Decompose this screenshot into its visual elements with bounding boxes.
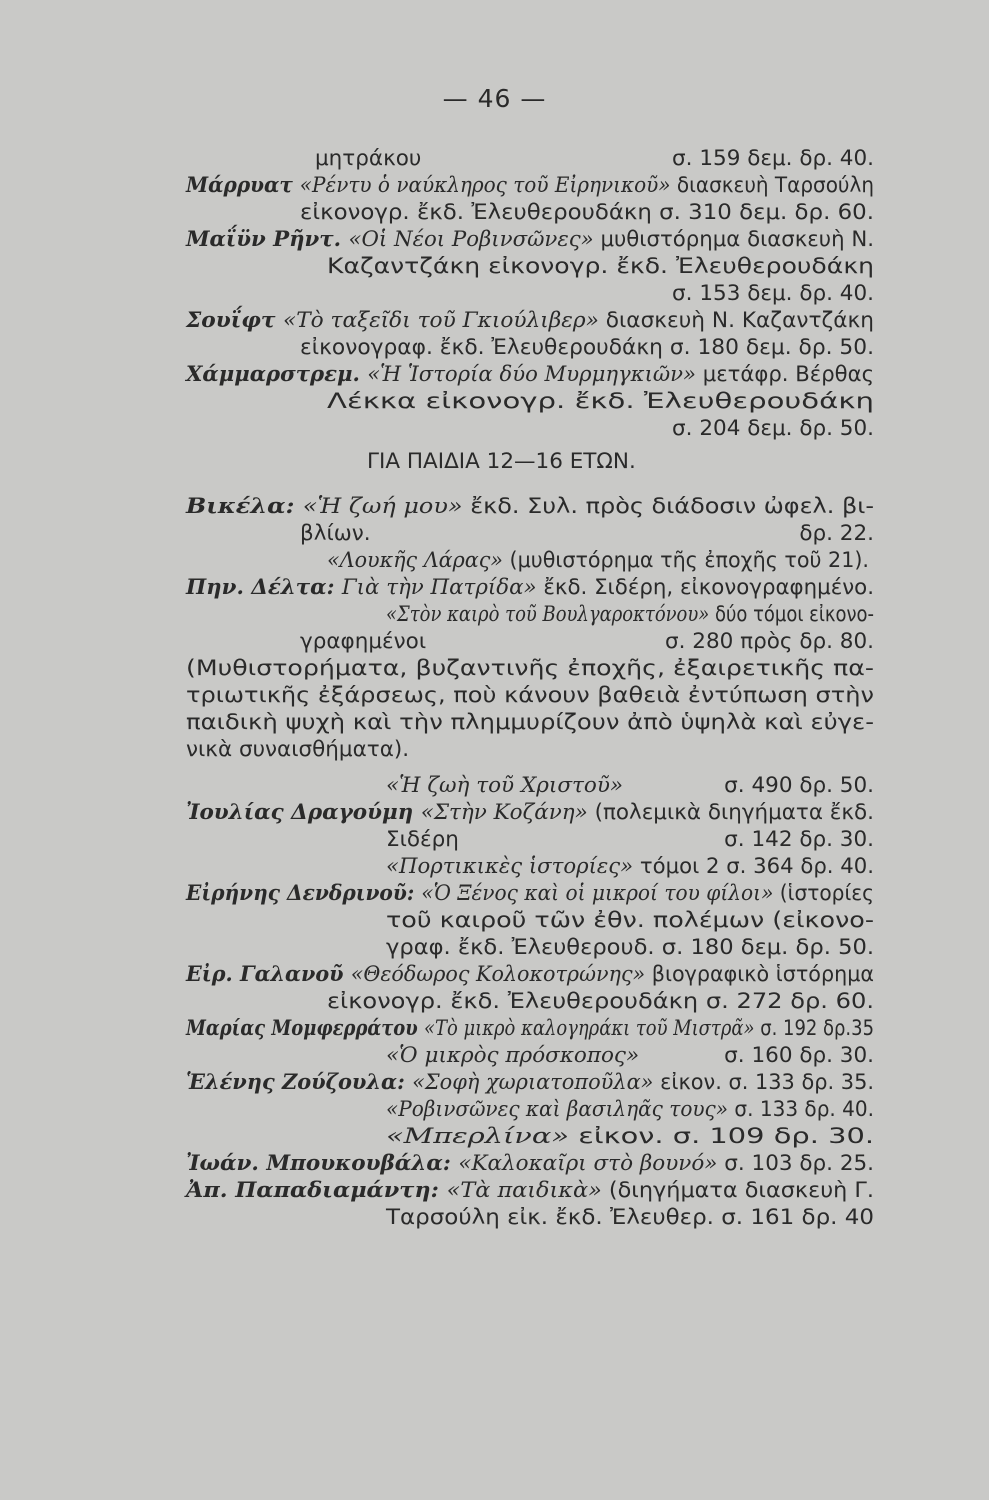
entry-text: (μυθιστόρημα τῆς ἐποχῆς τοῦ 21).: [502, 548, 869, 573]
price-info: σ. 490 δρ. 50.: [724, 773, 874, 798]
text-line: [186, 493, 874, 520]
entry-text: βιογραφικὸ ἱστόρημα: [645, 962, 874, 987]
text-line: [186, 1069, 874, 1096]
entry-text: εἰκονογρ. ἔκδ. Ἐλευθερουδάκη σ. 310 δεμ. δρ. 60.: [300, 200, 874, 225]
book-title: «Ρέντυ ὁ ναύκληρος τοῦ Εἰρηνικοῦ»: [299, 173, 671, 198]
book-title: «Τὰ παιδικὰ»: [446, 1178, 602, 1203]
entry-text: Ταρσούλη εἰκ. ἔκδ. Ἐλευθερ. σ. 161 δρ. 40: [386, 1205, 874, 1230]
author-name: Εἰρήνης Δενδρινοῦ:: [186, 881, 422, 906]
entry-text: μετάφρ. Βέρθας: [695, 362, 874, 387]
book-title: «Σοφὴ χωριατοποῦλα»: [412, 1070, 654, 1095]
text-line: [327, 547, 869, 574]
book-title: «Ἡ ζωή μου»: [302, 494, 463, 519]
author-name: Πην. Δέλτα:: [186, 575, 342, 600]
page-number: — 46 —: [442, 84, 547, 113]
author-name: Βικέλα:: [186, 494, 303, 519]
entry-text: διασκευὴ Ν. Καζαντζάκη: [598, 308, 874, 333]
price-info: σ. 204 δεμ. δρ. 50.: [672, 416, 874, 441]
text-line: [327, 388, 874, 415]
book-title: «Λουκῆς Λάρας»: [327, 548, 503, 573]
text-line: [186, 655, 874, 682]
author-name: Σουΐφτ: [186, 308, 283, 333]
entry-text: βλίων.: [300, 521, 371, 546]
book-title: «Ἡ Ἱστορία δύο Μυρμηγκιῶν»: [367, 362, 696, 387]
book-title: «Μπερλίνα»: [386, 1124, 570, 1149]
entry-text: εἰκον. σ. 133 δρ. 35.: [653, 1070, 874, 1095]
author-name: Εἰρ. Γαλανοῦ: [186, 962, 351, 987]
text-line: [300, 334, 874, 361]
text-line: [186, 961, 874, 988]
text-line: [386, 907, 874, 934]
text-line: [300, 199, 874, 226]
entry-text: δύο τόμοι εἰκονο-: [709, 602, 874, 627]
text-line: [186, 709, 874, 736]
entry-text: Σιδέρη: [386, 827, 459, 852]
text-line: [186, 1015, 874, 1042]
entry-text: (ἱστορίες: [773, 881, 874, 906]
book-title: «Καλοκαῖρι στὸ βουνό»: [458, 1151, 718, 1176]
text-line: [386, 934, 874, 961]
author-name: Μαρίας Μομφερράτου: [186, 1016, 425, 1041]
book-title: «Ροβινσῶνες καὶ βασιληᾶς τους»: [386, 1097, 729, 1122]
entry-text: σ. 133 δρ. 40.: [728, 1097, 874, 1122]
entry-text: τριωτικῆς ἐξάρσεως, ποὺ κάνουν βαθειὰ ἐντύπωση στὴν: [186, 683, 874, 708]
text-line: [386, 853, 874, 880]
entry-text: εἰκον. σ. 109 δρ. 30.: [569, 1124, 874, 1149]
author-name: Ἀπ. Παπαδιαμάντη:: [186, 1178, 447, 1203]
text-line: [186, 880, 874, 907]
entry-text: (διηγήματα διασκευὴ Γ.: [601, 1178, 874, 1203]
book-title: «Πορτικικὲς ἱστορίες»: [386, 854, 634, 879]
text-line: [386, 601, 874, 628]
author-name: Ἰουλίας Δραγούμη: [186, 800, 421, 825]
book-title: «Ὁ Ξένος καὶ οἱ μικροί του φίλοι»: [421, 881, 774, 906]
author-name: Ἑλένης Ζούζουλα:: [186, 1070, 413, 1095]
price-info: δρ. 22.: [799, 521, 874, 546]
entry-text: Καζαντζάκη εἰκονογρ. ἔκδ. Ἐλευθερουδάκη: [327, 254, 874, 279]
entry-text: γραφημένοι: [300, 629, 427, 654]
text-line: [186, 1150, 874, 1177]
text-line: [386, 1123, 874, 1150]
text-line: [186, 574, 874, 601]
author-name: Χάμμαρστρεμ.: [186, 362, 368, 387]
text-line: [186, 736, 409, 763]
text-line: [186, 799, 874, 826]
entry-text: τοῦ καιροῦ τῶν ἐθν. πολέμων (εἰκονο-: [386, 908, 874, 933]
price-info: σ. 153 δεμ. δρ. 40.: [672, 281, 874, 306]
text-line: [186, 172, 874, 199]
price-info: σ. 160 δρ. 30.: [724, 1043, 874, 1068]
text-line: [327, 988, 874, 1015]
book-title: «Τὸ ταξεῖδι τοῦ Γκιούλιβερ»: [282, 308, 599, 333]
text-line: [186, 226, 874, 253]
entry-text: μυθιστόρημα διασκευὴ Ν.: [593, 227, 874, 252]
entry-text: τόμοι 2 σ. 364 δρ. 40.: [633, 854, 874, 879]
entry-text: νικὰ συναισθήματα).: [186, 737, 410, 762]
entry-text: ἔκδ. Συλ. πρὸς διάδοσιν ὠφελ. βι-: [462, 494, 874, 519]
book-title: «Θεόδωρος Κολοκοτρώνης»: [350, 962, 646, 987]
book-title: «Ὁ μικρὸς πρόσκοπος»: [386, 1043, 640, 1068]
price-info: σ. 280 πρὸς δρ. 80.: [664, 629, 874, 654]
book-title: «Στὸν καιρὸ τοῦ Βουλγαροκτόνου»: [386, 602, 710, 627]
entry-text: μητράκου: [315, 146, 422, 171]
text-line: [367, 448, 636, 475]
entry-text: εἰκονογραφ. ἔκδ. Ἐλευθερουδάκη σ. 180 δεμ. δρ. 50.: [300, 335, 874, 360]
price-info: σ. 159 δεμ. δρ. 40.: [672, 146, 874, 171]
text-line: [327, 253, 874, 280]
text-line: [186, 1177, 874, 1204]
entry-text: διασκευὴ Ταρσούλη: [670, 173, 874, 198]
entry-text: (πολεμικὰ διηγήματα ἔκδ.: [587, 800, 874, 825]
author-name: Ἰωάν. Μπουκουβάλα:: [186, 1151, 459, 1176]
book-title: «Ἡ ζωὴ τοῦ Χριστοῦ»: [386, 773, 624, 798]
entry-text: σ. 103 δρ. 25.: [717, 1151, 874, 1176]
text-line: [186, 361, 874, 388]
book-title: «Στὴν Κοζάνη»: [420, 800, 588, 825]
author-name: Μαΐϋν Ρῆντ.: [186, 227, 349, 252]
book-title: «Τὸ μικρὸ καλογηράκι τοῦ Μιστρᾶ»: [424, 1016, 755, 1041]
entry-text: παιδικὴ ψυχὴ καὶ τὴν πλημμυρίζουν ἀπὸ ὑψηλὰ καὶ εὐγε-: [186, 710, 874, 735]
entry-text: Λέκκα εἰκονογρ. ἔκδ. Ἐλευθερουδάκη: [327, 389, 874, 414]
author-name: Μάρρυατ: [186, 173, 300, 198]
text-line: [386, 1096, 874, 1123]
entry-text: (Μυθιστορήματα, βυζαντινῆς ἐποχῆς, ἐξαιρετικῆς πα-: [186, 656, 875, 681]
entry-text: γραφ. ἔκδ. Ἐλευθερουδ. σ. 180 δεμ. δρ. 50.: [386, 935, 874, 960]
entry-text: σ. 192 δρ.35: [754, 1016, 874, 1041]
book-title: «Οἱ Νέοι Ροβινσῶνες»: [348, 227, 594, 252]
text-line: [186, 307, 874, 334]
text-line: [386, 1204, 874, 1231]
entry-text: ΓΙΑ ΠΑΙΔΙΑ 12—16 ΕΤΩΝ.: [367, 449, 636, 474]
entry-text: εἰκονογρ. ἔκδ. Ἐλευθερουδάκη σ. 272 δρ. 60.: [327, 989, 874, 1014]
price-info: σ. 142 δρ. 30.: [724, 827, 874, 852]
entry-text: ἔκδ. Σιδέρη, εἰκονογραφημένο.: [536, 575, 874, 600]
book-title: Γιὰ τὴν Πατρίδα»: [341, 575, 537, 600]
text-line: [186, 682, 874, 709]
